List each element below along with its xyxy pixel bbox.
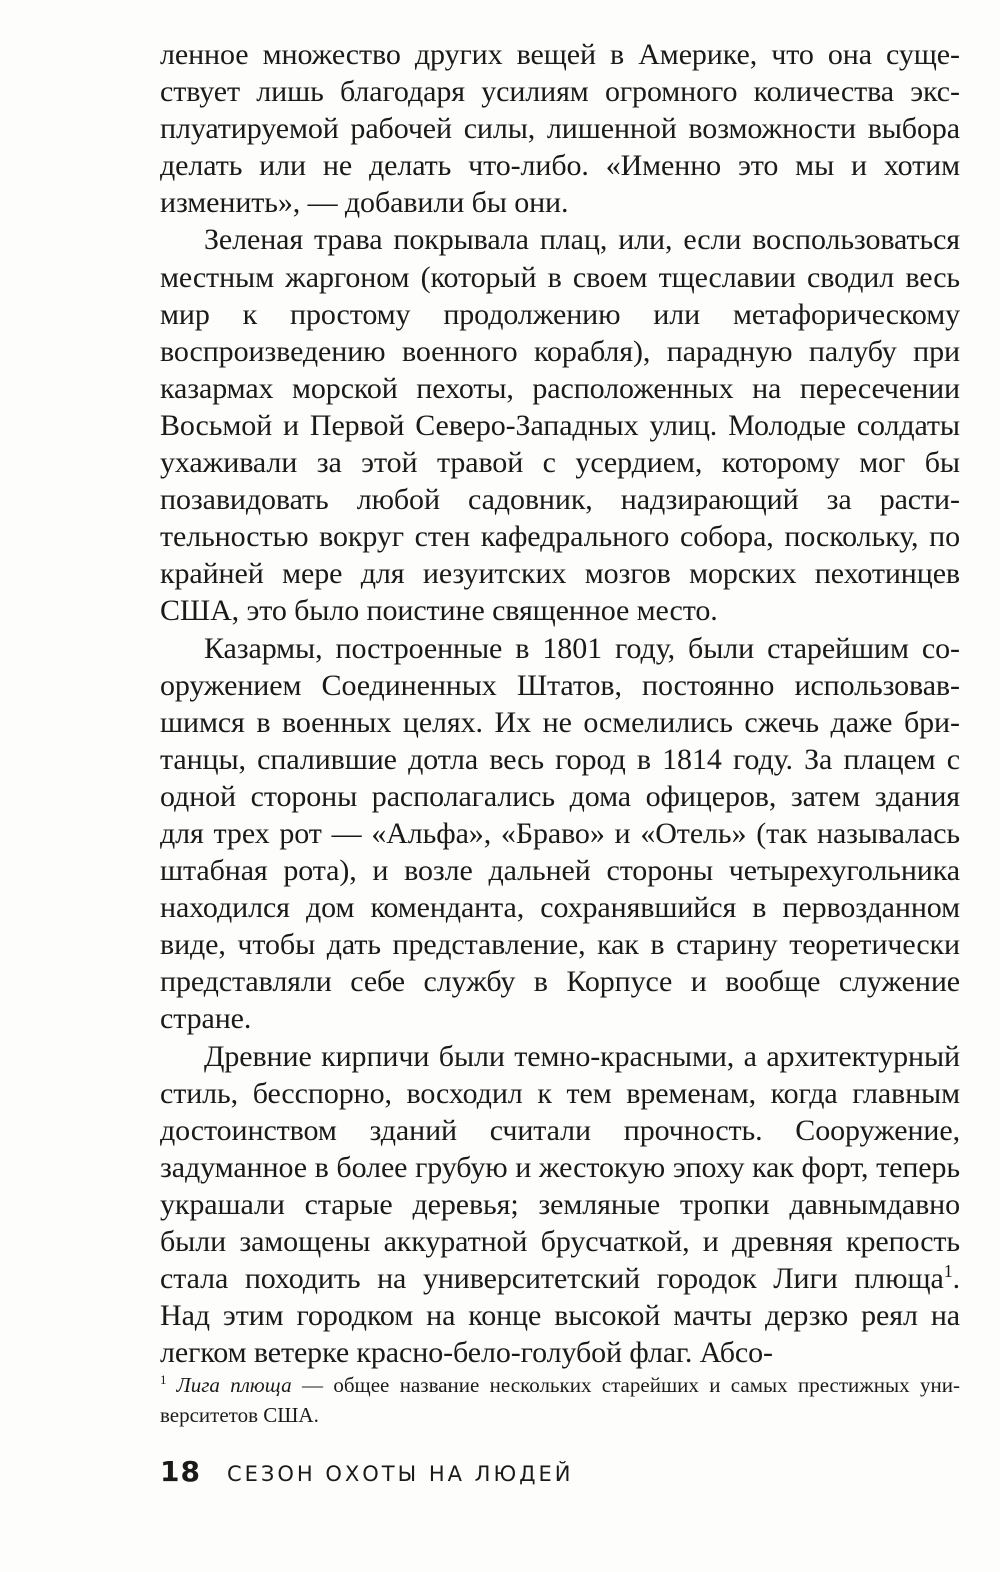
paragraph-1: ленное множество других вещей в Америке, что она существует лишь благодаря усилиям огромного количества эксплуатируемой рабочей силы, лишенной возможности выбора делать или не делать что-либо. «Именно это мы и хотим изменить», — добавили бы они. xyxy=(160,38,960,220)
running-title: СЕЗОН ОХОТЫ НА ЛЮДЕЙ xyxy=(226,1462,574,1486)
paragraph-2: Зеленая трава покрывала плац, или, если воспользоваться местным жаргоном (который в своем тщеславии сводил весь мир к простому продолжению или метафорическому воспроизведению военного корабля), парадную палубу при казармах морской пехоты, расположенных на пересечении Восьмой и Первой Северо-Западных улиц. Молодые солдаты ухаживали за этой травой с усердием, которому мог бы позавидовать любой садовник, надзирающий за растительностью вокруг стен кафедрального собора, поскольку, по крайней мере для иезуитских мозгов морских пехотинцев США, это было поистине священное место. xyxy=(160,223,960,628)
paragraph-4 xyxy=(160,1038,960,1372)
page-number: 18 xyxy=(160,1455,201,1488)
footnote-reference: 1 xyxy=(943,1261,953,1282)
page-footer xyxy=(160,1455,960,1495)
footnote xyxy=(160,1370,960,1430)
paragraph-3: Казармы, построенные в 1801 году, были старейшим сооружением Соединенных Штатов, постоянно использовавшимся в военных целях. Их не осмелились сжечь даже британцы, спалившие дотла весь город в 1814 году. За плацем с одной стороны располагались дома офицеров, затем здания для трех рот — «Альфа», «Браво» и «Отель» (так называлась штабная рота), и возле дальней стороны четырехугольника находился дом коменданта, сохранявшийся в первозданном виде, чтобы дать представление, как в старину теоретически представляли себе службу в Корпусе и вообще служение стране. xyxy=(160,631,960,1036)
book-page-body xyxy=(160,36,960,1371)
paragraph-4-text-end: . Над этим городком на конце высокой мачты дерзко реял на легком ветерке красно-бело-голубой флаг. Абсо- xyxy=(160,1262,960,1370)
footnote-text: — общее название нескольких старейших и самых престижных университетов США. xyxy=(160,1373,960,1427)
paragraph-4-text: Древние кирпичи были темно-красными, а архитектурный стиль, бесспорно, восходил к тем временам, когда главным достоинством зданий считали прочность. Сооружение, задуманное в более грубую и жестокую эпоху как форт, теперь украшали старые деревья; земляные тропки давнымдавно были замощены аккуратной брусчаткой, и древняя крепость стала походить на университетский городок Лиги плюща xyxy=(160,1039,960,1296)
footnote-marker: 1 xyxy=(160,1372,167,1387)
footnote-term: Лига плюща xyxy=(176,1373,292,1397)
